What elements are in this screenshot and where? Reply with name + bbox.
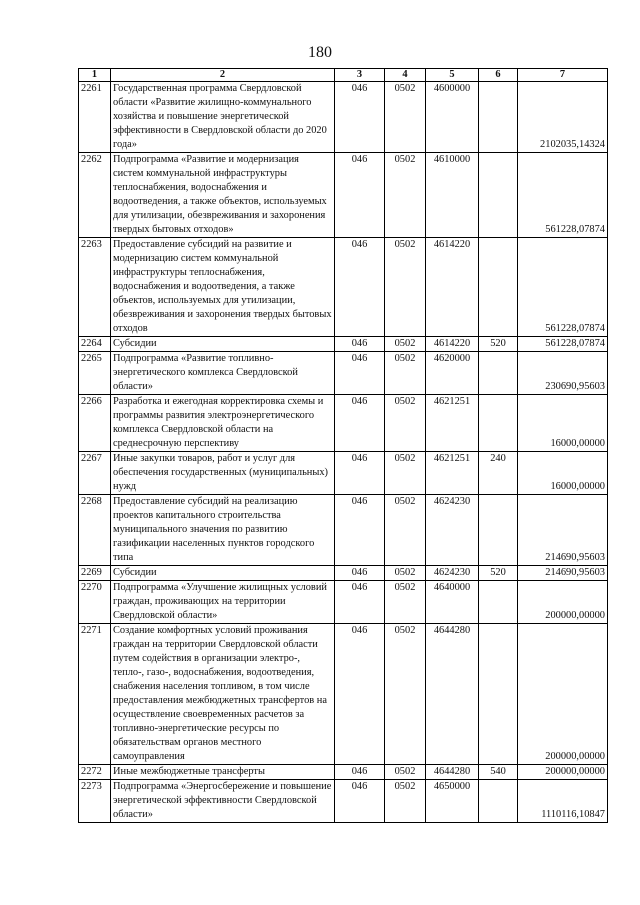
row-name: Подпрограмма «Развитие топливно-энергетического комплекса Свердловской области»: [111, 352, 335, 395]
row-number: 2265: [79, 352, 111, 395]
table-row: [79, 82, 608, 153]
row-target-code: 4610000: [426, 153, 479, 238]
budget-table: [78, 68, 608, 823]
row-section-code: 0502: [385, 566, 426, 581]
row-name: Разработка и ежегодная корректировка схемы и программы развития электроэнергетического комплекса Свердловской области на среднесрочную перспективу: [111, 395, 335, 452]
row-ministry-code: 046: [335, 82, 385, 153]
row-amount: 214690,95603: [518, 566, 608, 581]
table-row: [79, 780, 608, 823]
column-header-6: 6: [479, 69, 518, 82]
row-ministry-code: 046: [335, 780, 385, 823]
row-target-code: 4600000: [426, 82, 479, 153]
row-number: 2268: [79, 495, 111, 566]
table-row: [79, 566, 608, 581]
column-header-1: 1: [79, 69, 111, 82]
row-ministry-code: 046: [335, 765, 385, 780]
row-section-code: 0502: [385, 780, 426, 823]
row-type-code: 540: [479, 765, 518, 780]
row-ministry-code: 046: [335, 395, 385, 452]
row-number: 2270: [79, 581, 111, 624]
row-ministry-code: 046: [335, 581, 385, 624]
table-row: [79, 452, 608, 495]
row-name: Иные закупки товаров, работ и услуг для обеспечения государственных (муниципальных) нужд: [111, 452, 335, 495]
row-number: 2266: [79, 395, 111, 452]
row-type-code: [479, 581, 518, 624]
column-header-2: 2: [111, 69, 335, 82]
row-type-code: [479, 495, 518, 566]
row-target-code: 4644280: [426, 624, 479, 765]
row-amount: 561228,07874: [518, 153, 608, 238]
row-amount: 16000,00000: [518, 395, 608, 452]
row-name: Подпрограмма «Улучшение жилищных условий граждан, проживающих на территории Свердловской области»: [111, 581, 335, 624]
row-section-code: 0502: [385, 495, 426, 566]
row-number: 2271: [79, 624, 111, 765]
column-header-5: 5: [426, 69, 479, 82]
row-number: 2269: [79, 566, 111, 581]
row-type-code: [479, 780, 518, 823]
row-amount: 16000,00000: [518, 452, 608, 495]
row-amount: 200000,00000: [518, 581, 608, 624]
row-amount: 1110116,10847: [518, 780, 608, 823]
row-amount: 561228,07874: [518, 337, 608, 352]
row-name: Создание комфортных условий проживания граждан на территории Свердловской области путем содействия в организации электро-, тепло-, газо-, водоснабжения, водоотведения, снабжения населения топливом, в том числе предоставления межбюджетных трансфертов на осуществление своевременных расчетов за топливно-энергетические ресурсы по обязательствам органов местного самоуправления: [111, 624, 335, 765]
row-type-code: [479, 238, 518, 337]
column-header-7: 7: [518, 69, 608, 82]
row-ministry-code: 046: [335, 452, 385, 495]
row-type-code: 240: [479, 452, 518, 495]
row-section-code: 0502: [385, 352, 426, 395]
row-section-code: 0502: [385, 395, 426, 452]
table-row: [79, 352, 608, 395]
row-target-code: 4621251: [426, 452, 479, 495]
row-target-code: 4614220: [426, 238, 479, 337]
row-type-code: [479, 153, 518, 238]
row-section-code: 0502: [385, 452, 426, 495]
row-ministry-code: 046: [335, 352, 385, 395]
table-row: [79, 581, 608, 624]
row-amount: 230690,95603: [518, 352, 608, 395]
table-row: [79, 337, 608, 352]
row-name: Государственная программа Свердловской области «Развитие жилищно-коммунального хозяйства и повышение энергетической эффективности в Свердловской области до 2020 года»: [111, 82, 335, 153]
row-number: 2264: [79, 337, 111, 352]
row-name: Подпрограмма «Энергосбережение и повышение энергетической эффективности Свердловской области»: [111, 780, 335, 823]
header-row: [79, 69, 608, 82]
row-ministry-code: 046: [335, 153, 385, 238]
row-name: Субсидии: [111, 566, 335, 581]
row-target-code: 4624230: [426, 495, 479, 566]
row-target-code: 4644280: [426, 765, 479, 780]
table-row: [79, 495, 608, 566]
row-ministry-code: 046: [335, 495, 385, 566]
row-amount: 561228,07874: [518, 238, 608, 337]
row-amount: 200000,00000: [518, 624, 608, 765]
table-row: [79, 395, 608, 452]
row-target-code: 4650000: [426, 780, 479, 823]
row-type-code: [479, 395, 518, 452]
table-row: [79, 238, 608, 337]
row-type-code: [479, 624, 518, 765]
table-row: [79, 624, 608, 765]
row-ministry-code: 046: [335, 624, 385, 765]
page-number: 180: [308, 44, 332, 61]
column-header-4: 4: [385, 69, 426, 82]
row-type-code: [479, 352, 518, 395]
row-target-code: 4614220: [426, 337, 479, 352]
row-ministry-code: 046: [335, 337, 385, 352]
row-section-code: 0502: [385, 238, 426, 337]
row-ministry-code: 046: [335, 566, 385, 581]
table-row: [79, 153, 608, 238]
row-type-code: [479, 82, 518, 153]
row-section-code: 0502: [385, 765, 426, 780]
column-header-3: 3: [335, 69, 385, 82]
row-section-code: 0502: [385, 82, 426, 153]
row-number: 2263: [79, 238, 111, 337]
row-section-code: 0502: [385, 153, 426, 238]
row-type-code: 520: [479, 566, 518, 581]
row-number: 2267: [79, 452, 111, 495]
row-amount: 214690,95603: [518, 495, 608, 566]
row-amount: 2102035,14324: [518, 82, 608, 153]
row-section-code: 0502: [385, 337, 426, 352]
row-type-code: 520: [479, 337, 518, 352]
row-section-code: 0502: [385, 624, 426, 765]
row-number: 2261: [79, 82, 111, 153]
row-number: 2262: [79, 153, 111, 238]
row-amount: 200000,00000: [518, 765, 608, 780]
row-section-code: 0502: [385, 581, 426, 624]
row-target-code: 4624230: [426, 566, 479, 581]
row-target-code: 4620000: [426, 352, 479, 395]
row-target-code: 4621251: [426, 395, 479, 452]
row-name: Предоставление субсидий на реализацию проектов капитального строительства муниципального значения по развитию газификации населенных пунктов городского типа: [111, 495, 335, 566]
row-number: 2272: [79, 765, 111, 780]
row-name: Предоставление субсидий на развитие и модернизацию систем коммунальной инфраструктуры теплоснабжения, водоснабжения и водоотведения, а также объектов, используемых для утилизации, обезвреживания и захоронения твердых бытовых отходов: [111, 238, 335, 337]
row-ministry-code: 046: [335, 238, 385, 337]
row-number: 2273: [79, 780, 111, 823]
row-target-code: 4640000: [426, 581, 479, 624]
row-name: Иные межбюджетные трансферты: [111, 765, 335, 780]
row-name: Субсидии: [111, 337, 335, 352]
row-name: Подпрограмма «Развитие и модернизация систем коммунальной инфраструктуры теплоснабжения, водоснабжения и водоотведения, а также объектов, используемых для утилизации, обезвреживания и захоронения твердых бытовых отходов»: [111, 153, 335, 238]
table-row: [79, 765, 608, 780]
